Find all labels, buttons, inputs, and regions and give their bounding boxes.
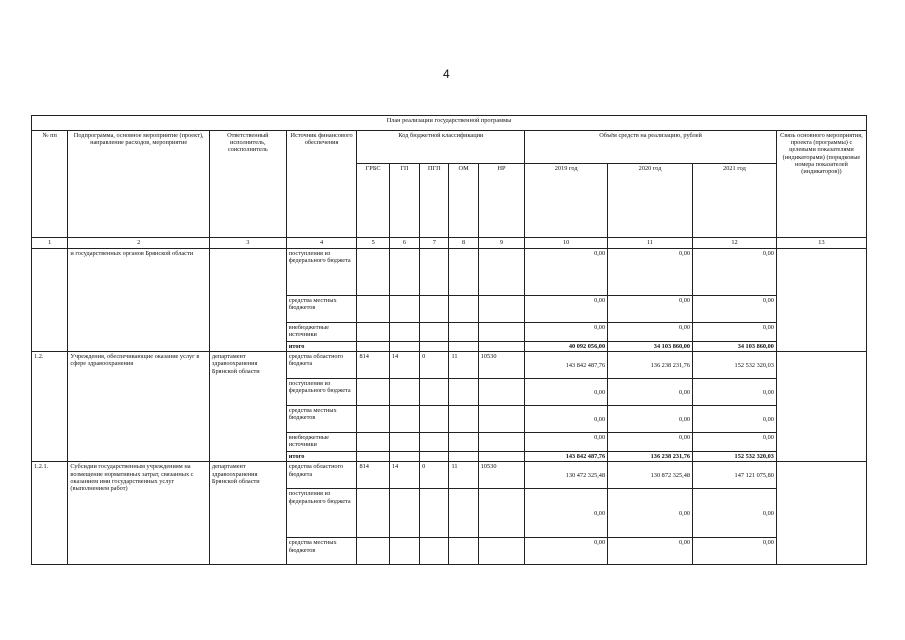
column-number: 11	[608, 238, 693, 249]
header-volume-group: Объём средств на реализацию, рублей	[525, 131, 777, 164]
header-grbs: ГРБС	[357, 164, 389, 238]
row-executor: департамент здравоохранения Брянской области	[209, 462, 286, 565]
row-gp: 14	[389, 352, 419, 379]
row-value-2020: 0,00	[608, 249, 693, 296]
row-value-2019: 143 842 487,76	[525, 352, 608, 379]
total-value-2021: 152 532 320,03	[693, 452, 777, 462]
row-om	[449, 433, 478, 452]
row-name: Субсидии государственным учреждениям на возмещение нормативных затрат, связанных с оказанием ими государственных услуг (выполнением работ)	[68, 462, 210, 565]
row-nr	[478, 323, 524, 342]
header-num: № пп	[32, 131, 68, 238]
column-number: 7	[420, 238, 449, 249]
row-pgp	[420, 538, 449, 565]
page-number: 4	[443, 67, 450, 81]
row-pgp	[420, 406, 449, 433]
column-number: 2	[68, 238, 210, 249]
row-gp	[389, 296, 419, 323]
row-grbs	[357, 406, 389, 433]
row-nr	[478, 538, 524, 565]
row-nr	[478, 379, 524, 406]
row-value-2019: 0,00	[525, 379, 608, 406]
row-value-2019: 0,00	[525, 323, 608, 342]
row-value-2020: 0,00	[608, 379, 693, 406]
row-nr	[478, 296, 524, 323]
header-row-1	[32, 131, 867, 164]
row-om	[449, 538, 478, 565]
row-source: поступления из федерального бюджета	[286, 249, 357, 296]
header-gp: ГП	[389, 164, 419, 238]
header-2021: 2021 год	[693, 164, 777, 238]
row-grbs: 814	[357, 462, 389, 489]
row-nr	[478, 489, 524, 538]
row-pgp	[420, 489, 449, 538]
row-num: 1.2.1.	[32, 462, 68, 565]
column-number: 12	[693, 238, 777, 249]
row-pgp: 0	[420, 352, 449, 379]
row-grbs: 814	[357, 352, 389, 379]
header-2019: 2019 год	[525, 164, 608, 238]
row-om	[449, 489, 478, 538]
row-value-2020: 0,00	[608, 489, 693, 538]
total-value-2019: 143 842 487,76	[525, 452, 608, 462]
row-grbs	[357, 538, 389, 565]
row-gp	[389, 489, 419, 538]
row-value-2020: 0,00	[608, 323, 693, 342]
row-value-2021: 152 532 320,03	[693, 352, 777, 379]
row-value-2021: 0,00	[693, 489, 777, 538]
row-value-2020: 136 238 231,76	[608, 352, 693, 379]
row-gp: 14	[389, 462, 419, 489]
row-value-2021: 0,00	[693, 296, 777, 323]
row-pgp	[420, 433, 449, 452]
row-value-2019: 0,00	[525, 433, 608, 452]
row-source: внебюджетные источники	[286, 323, 357, 342]
column-number: 6	[389, 238, 419, 249]
program-plan-table	[31, 115, 867, 565]
row-value-2021: 147 121 075,80	[693, 462, 777, 489]
row-om	[449, 249, 478, 296]
row-value-2021: 0,00	[693, 406, 777, 433]
row-source: средства областного бюджета	[286, 462, 357, 489]
row-value-2021: 0,00	[693, 323, 777, 342]
row-source: средства местных бюджетов	[286, 296, 357, 323]
row-source: внебюджетные источники	[286, 433, 357, 452]
row-pgp: 0	[420, 462, 449, 489]
row-num: 1.2.	[32, 352, 68, 462]
header-name: Подпрограмма, основное мероприятие (проект), направление расходов, мероприятие	[68, 131, 210, 238]
row-executor	[209, 249, 286, 352]
total-value-2020: 34 103 860,00	[608, 342, 693, 352]
row-grbs	[357, 379, 389, 406]
table-title-row	[32, 116, 867, 131]
header-source: Источник финансового обеспечения	[286, 131, 357, 238]
total-value-2021: 34 103 860,00	[693, 342, 777, 352]
row-name: и государственных органов Брянской области	[68, 249, 210, 352]
row-value-2019: 0,00	[525, 538, 608, 565]
table-title: План реализации государственной программы	[32, 116, 867, 131]
row-link	[776, 462, 866, 565]
row-name: Учреждения, обеспечивающие оказание услуг в сфере здравоохранения	[68, 352, 210, 462]
row-om	[449, 323, 478, 342]
total-label: итого	[286, 452, 357, 462]
column-number: 10	[525, 238, 608, 249]
row-source: средства местных бюджетов	[286, 538, 357, 565]
row-value-2021: 0,00	[693, 379, 777, 406]
header-pgp: ПГП	[420, 164, 449, 238]
row-gp	[389, 323, 419, 342]
row-value-2021: 0,00	[693, 433, 777, 452]
row-value-2021: 0,00	[693, 538, 777, 565]
row-pgp	[420, 323, 449, 342]
row-nr: 10530	[478, 352, 524, 379]
row-om	[449, 406, 478, 433]
column-number: 13	[776, 238, 866, 249]
row-value-2020: 0,00	[608, 433, 693, 452]
row-value-2020: 0,00	[608, 406, 693, 433]
column-number: 1	[32, 238, 68, 249]
row-nr: 10530	[478, 462, 524, 489]
header-executor: Ответственный исполнитель, соисполнитель	[209, 131, 286, 238]
row-gp	[389, 406, 419, 433]
row-pgp	[420, 296, 449, 323]
row-gp	[389, 538, 419, 565]
row-source: средства областного бюджета	[286, 352, 357, 379]
row-om	[449, 296, 478, 323]
header-nr: НР	[478, 164, 524, 238]
row-grbs	[357, 296, 389, 323]
header-bk-group: Код бюджетной классификации	[357, 131, 525, 164]
row-om	[449, 379, 478, 406]
row-om: 11	[449, 462, 478, 489]
column-number-row	[32, 238, 867, 249]
header-link: Связь основного мероприятия, проекта (программы) с целевыми показателями (индикаторами) (порядковые номера показателей (индикаторов))	[776, 131, 866, 238]
row-link	[776, 249, 866, 352]
row-grbs	[357, 249, 389, 296]
row-nr	[478, 406, 524, 433]
table-row	[32, 352, 867, 379]
column-number: 5	[357, 238, 389, 249]
row-grbs	[357, 433, 389, 452]
row-gp	[389, 249, 419, 296]
header-2020: 2020 год	[608, 164, 693, 238]
row-value-2020: 0,00	[608, 296, 693, 323]
row-source: средства местных бюджетов	[286, 406, 357, 433]
row-grbs	[357, 489, 389, 538]
row-grbs	[357, 323, 389, 342]
row-executor: департамент здравоохранения Брянской области	[209, 352, 286, 462]
row-value-2019: 0,00	[525, 249, 608, 296]
row-value-2019: 0,00	[525, 296, 608, 323]
table-row	[32, 249, 867, 296]
row-link	[776, 352, 866, 462]
row-value-2021: 0,00	[693, 249, 777, 296]
row-num	[32, 249, 68, 352]
row-value-2020: 130 872 325,48	[608, 462, 693, 489]
column-number: 9	[478, 238, 524, 249]
total-value-2020: 136 238 231,76	[608, 452, 693, 462]
row-gp	[389, 433, 419, 452]
row-nr	[478, 433, 524, 452]
row-value-2019: 0,00	[525, 406, 608, 433]
row-value-2020: 0,00	[608, 538, 693, 565]
row-pgp	[420, 379, 449, 406]
row-pgp	[420, 249, 449, 296]
column-number: 3	[209, 238, 286, 249]
total-value-2019: 40 092 056,00	[525, 342, 608, 352]
header-om: ОМ	[449, 164, 478, 238]
row-gp	[389, 379, 419, 406]
row-source: поступления из федерального бюджета	[286, 489, 357, 538]
row-nr	[478, 249, 524, 296]
row-value-2019: 0,00	[525, 489, 608, 538]
row-source: поступления из федерального бюджета	[286, 379, 357, 406]
row-value-2019: 130 472 325,48	[525, 462, 608, 489]
column-number: 4	[286, 238, 357, 249]
total-label: итого	[286, 342, 357, 352]
row-om: 11	[449, 352, 478, 379]
column-number: 8	[449, 238, 478, 249]
table-row	[32, 462, 867, 489]
